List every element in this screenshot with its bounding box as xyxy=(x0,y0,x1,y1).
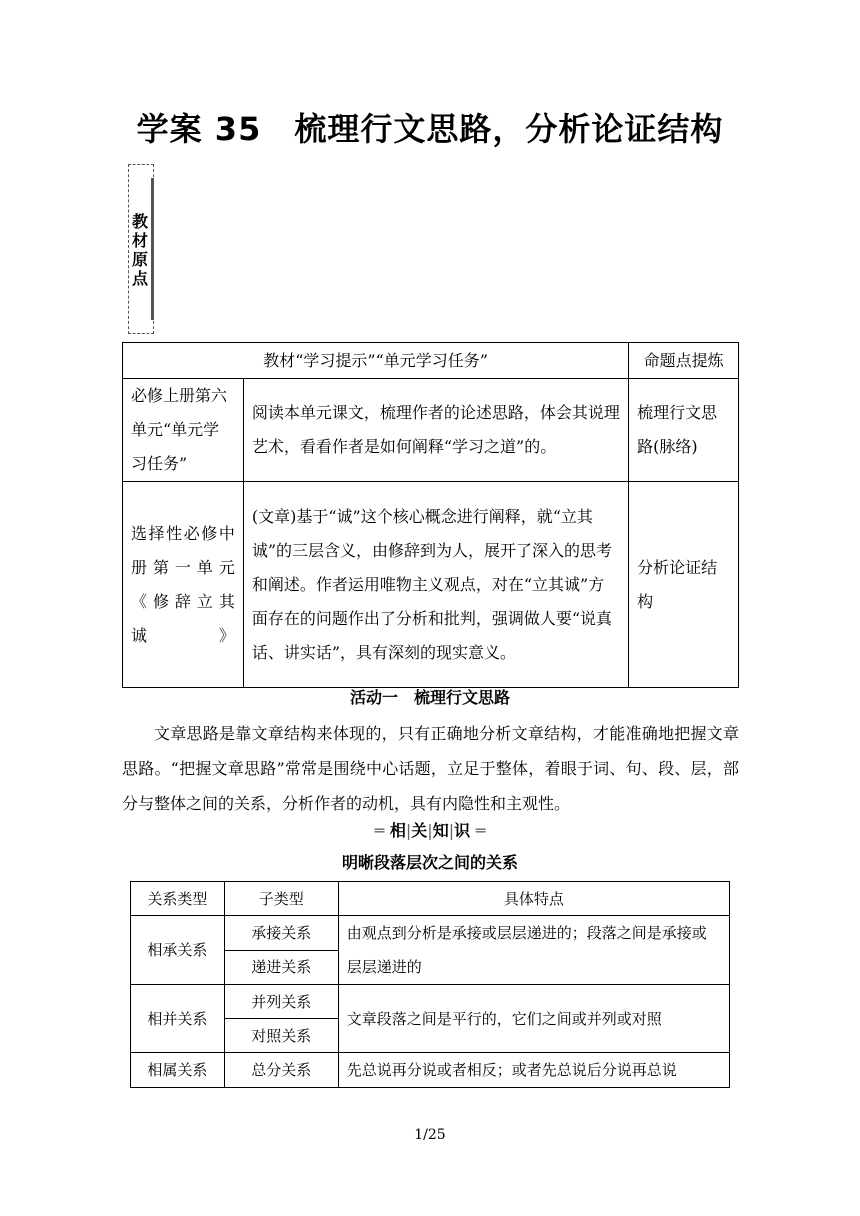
related-knowledge-heading: ═ 相|关|知|识 ═ xyxy=(374,821,486,840)
knowledge-char: 识 xyxy=(454,821,471,840)
table2-feature: 先总说再分说或者相反；或者先总说后分说再总说 xyxy=(338,1053,729,1088)
activity-title: 活动一 梳理行文思路 xyxy=(349,688,510,707)
table1-row2-point: 分析论证结构 xyxy=(629,482,739,688)
page-title: 学案 35 梳理行文思路，分析论证结构 xyxy=(136,110,724,148)
table2-feature: 由观点到分析是承接或层层递进的；段落之间是承接或层层递进的 xyxy=(338,916,729,985)
table2-subtype: 并列关系 xyxy=(224,985,338,1019)
table1-row2-content: (文章)基于“诚”这个核心概念进行阐释，就“立其诚”的三层含义，由修辞到为人，展开了深入的思考和阐述。作者运用唯物主义观点，对在“立其诚”方面存在的问题作出了分析和批判，强调做人要“说真话、讲实话”，具有深刻的现实意义。 xyxy=(243,482,628,688)
relation-table xyxy=(130,881,730,1088)
table2-feature: 文章段落之间是平行的，它们之间或并列或对照 xyxy=(338,985,729,1053)
table1-row1-content: 阅读本单元课文，梳理作者的论述思路，体会其说理艺术，看看作者是如何阐释“学习之道”的。 xyxy=(243,379,628,482)
table1-header-left: 教材“学习提示”“单元学习任务” xyxy=(123,343,629,379)
table2-subtype: 总分关系 xyxy=(224,1053,338,1088)
table1-row1-source: 必修上册第六单元“单元学习任务” xyxy=(123,379,244,482)
section-subheading: 明晰段落层次之间的关系 xyxy=(341,853,518,872)
table2-type: 相属关系 xyxy=(131,1053,225,1088)
heading-rule-left: ═ xyxy=(374,821,385,840)
knowledge-char: 知 xyxy=(432,821,449,840)
table1-row1-point: 梳理行文思路(脉络) xyxy=(629,379,739,482)
textbook-table xyxy=(122,342,739,688)
table2-type: 相并关系 xyxy=(131,985,225,1053)
table2-subtype: 递进关系 xyxy=(224,950,338,985)
table2-header-subtype: 子类型 xyxy=(224,882,338,916)
heading-rule-right: ═ xyxy=(475,821,486,840)
table2-header-type: 关系类型 xyxy=(131,882,225,916)
table1-header-right: 命题点提炼 xyxy=(629,343,739,379)
table1-row2-source: 选择性必修中册第一单元《修辞立其诚》 xyxy=(123,482,244,688)
table2-header-feature: 具体特点 xyxy=(338,882,729,916)
knowledge-char: 相 xyxy=(389,821,406,840)
knowledge-char: 关 xyxy=(411,821,428,840)
side-tab-bar xyxy=(151,178,154,320)
table2-subtype: 对照关系 xyxy=(224,1019,338,1053)
table2-type: 相承关系 xyxy=(131,916,225,985)
intro-paragraph: 文章思路是靠文章结构来体现的，只有正确地分析文章结构，才能准确地把握文章思路。“把握文章思路”常常是围绕中心话题，立足于整体，着眼于词、句、段、层，部分与整体之间的关系，分析作者的动机，具有内隐性和主观性。 xyxy=(122,724,739,813)
page-number: 1/25 xyxy=(414,1127,446,1143)
table2-subtype: 承接关系 xyxy=(224,916,338,951)
side-tab-label: 教材原点 xyxy=(131,212,148,288)
